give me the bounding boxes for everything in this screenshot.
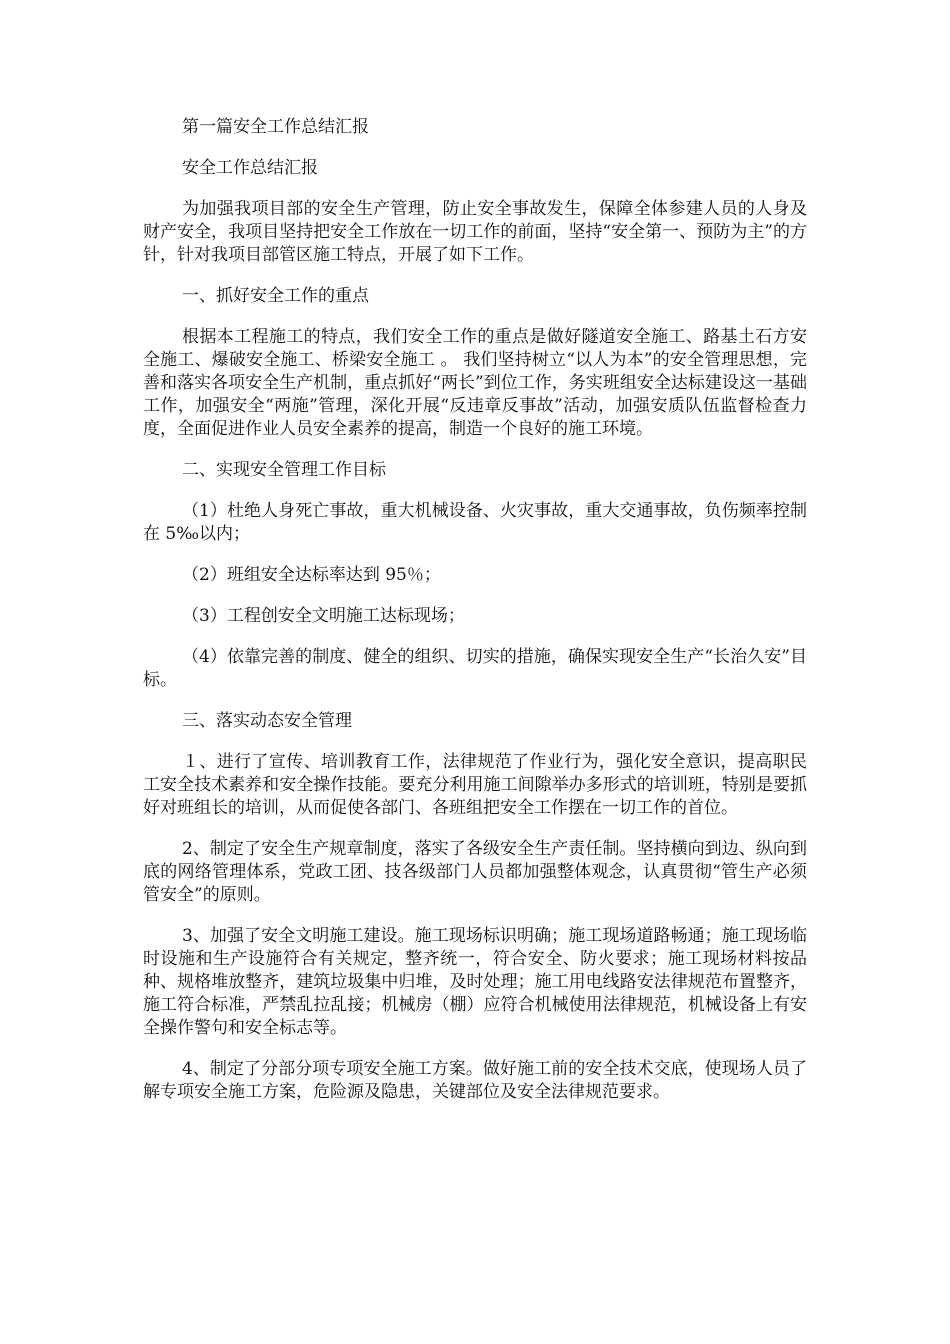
document-body xyxy=(143,116,807,1122)
document-title: 第一篇安全工作总结汇报 xyxy=(182,117,369,137)
goal-item-1: （1）杜绝人身死亡事故，重大机械设备、火灾事故，重大交通事故，负伤频率控制在 5‰以内； xyxy=(143,501,807,544)
body-paragraph: 根据本工程施工的特点，我们安全工作的重点是做好隧道安全施工、路基土石方安全施工、爆破安全施工、桥梁安全施工 。 我们坚持树立“以人为本”的安全管理思想，完善和落实各项安全生产机制，重点抓好“两长”到位工作，务实班组安全达标建设这一基础工作，加强安全“两施”管理，深化开展“反违章反事故”活动，加强安质队伍监督检查力度，全面促进作业人员安全素养的提高，制造一个良好的施工环境。 xyxy=(143,327,807,439)
goal-item-2: （2）班组安全达标率达到 95％； xyxy=(182,565,441,585)
document-subtitle: 安全工作总结汇报 xyxy=(182,158,318,178)
section-heading-2: 二、实现安全管理工作目标 xyxy=(182,460,386,480)
intro-paragraph: 为加强我项目部的安全生产管理，防止安全事故发生，保障全体参建人员的人身及财产安全，我项目坚持把安全工作放在一切工作的前面，坚持“安全第一、预防为主”的方针，针对我项目部管区施工特点，开展了如下工作。 xyxy=(143,199,807,265)
section-heading-3: 三、落实动态安全管理 xyxy=(182,711,352,731)
measure-item-4: 4、制定了分部分项专项安全施工方案。做好施工前的安全技术交底，使现场人员了解专项安全施工方案，危险源及隐患，关键部位及安全法律规范要求。 xyxy=(143,1059,807,1102)
measure-item-2: 2、制定了安全生产规章制度，落实了各级安全生产责任制。坚持横向到边、纵向到底的网络管理体系，党政工团、技各级部门人员都加强整体观念，认真贯彻“管生产必须管安全”的原则。 xyxy=(143,839,807,905)
goal-item-4: （4）依靠完善的制度、健全的组织、切实的措施，确保实现安全生产“长治久安”目标。 xyxy=(143,647,807,690)
section-heading-1: 一、抓好安全工作的重点 xyxy=(182,286,369,306)
measure-item-1: １、进行了宣传、培训教育工作，法律规范了作业行为，强化安全意识，提高职民工安全技术素养和安全操作技能。要充分利用施工间隙举办多形式的培训班，特别是要抓好对班组长的培训，从而促使各部门、各班组把安全工作摆在一切工作的首位。 xyxy=(143,752,807,818)
measure-item-3: 3、加强了安全文明施工建设。施工现场标识明确；施工现场道路畅通；施工现场临时设施和生产设施符合有关规定，整齐统一，符合安全、防火要求；施工现场材料按品种、规格堆放整齐，建筑垃圾集中归堆，及时处理；施工用电线路安法律规范布置整齐，施工符合标准，严禁乱拉乱接；机械房（棚）应符合机械使用法律规范，机械设备上有安全操作警句和安全标志等。 xyxy=(143,926,807,1038)
goal-item-3: （3）工程创安全文明施工达标现场； xyxy=(182,606,465,626)
